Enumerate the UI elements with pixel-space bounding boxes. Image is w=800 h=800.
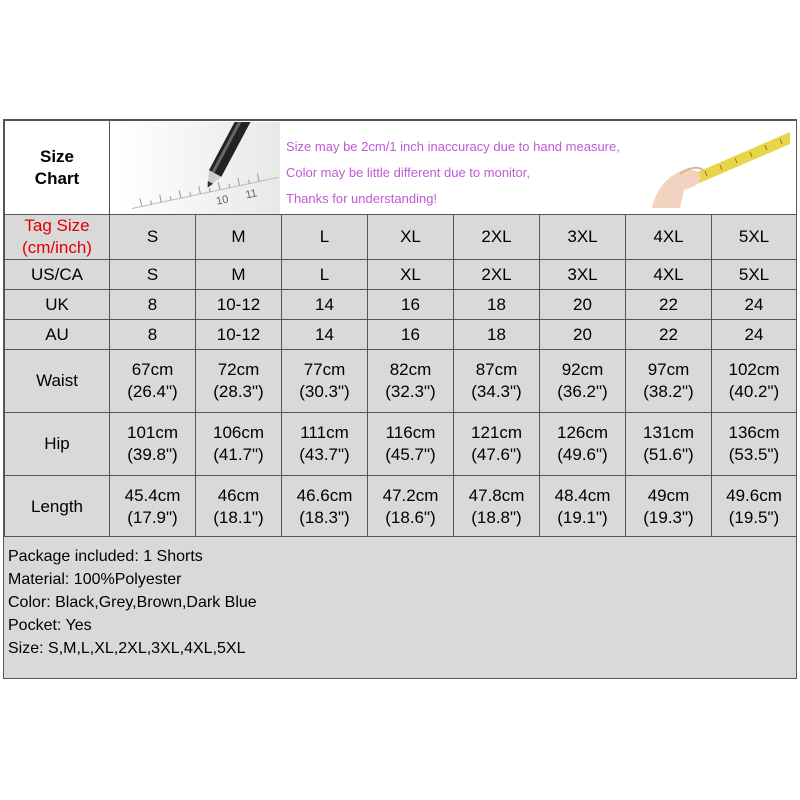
hip-cm: 106cm: [212, 423, 265, 442]
waist-cell: [196, 350, 282, 413]
info-package: Package included: 1 Shorts: [8, 548, 203, 565]
usca-cell: 3XL: [540, 260, 626, 290]
hip-inch: (45.7"): [385, 445, 436, 464]
waist-cell: [712, 350, 797, 413]
chart-title-line1: Size: [39, 146, 75, 166]
waist-inch: (32.3"): [385, 382, 436, 401]
usca-row: [5, 260, 797, 290]
ruler-mark-11: 11: [244, 186, 259, 201]
hip-inch: (39.8"): [127, 445, 178, 464]
hip-inch: (41.7"): [213, 445, 264, 464]
note-line-3: Thanks for understanding!: [286, 190, 438, 206]
banner: [110, 121, 797, 215]
hip-inch: (51.6"): [643, 445, 694, 464]
length-inch: (17.9"): [127, 507, 178, 527]
tag-size-cell: S: [110, 215, 196, 260]
info-pocket: Pocket: Yes: [8, 617, 92, 634]
tag-size-cell: XL: [368, 215, 454, 260]
tag-size-cell: 2XL: [454, 215, 540, 260]
length-cm: 49.6cm: [726, 485, 782, 505]
product-info: [4, 536, 796, 678]
waist-cm: 92cm: [561, 360, 604, 379]
hip-cell: [368, 413, 454, 476]
usca-cell: 2XL: [454, 260, 540, 290]
au-cell: 18: [454, 320, 540, 350]
hip-inch: (43.7"): [299, 445, 350, 464]
waist-row: [5, 350, 797, 413]
length-inch: (19.1"): [557, 507, 608, 527]
waist-cm: 87cm: [475, 360, 518, 379]
length-inch: (18.6"): [385, 507, 436, 527]
length-cell: [196, 476, 282, 538]
hip-cm: 101cm: [126, 423, 179, 442]
waist-inch: (34.3"): [471, 382, 522, 401]
uk-cell: 14: [282, 290, 368, 320]
au-cell: 16: [368, 320, 454, 350]
waist-cm: 102cm: [728, 360, 780, 379]
length-row: [5, 476, 797, 538]
hip-inch: (49.6"): [557, 445, 608, 464]
tag-size-row: [5, 215, 797, 260]
uk-cell: 24: [712, 290, 797, 320]
waist-cell: [282, 350, 368, 413]
hip-cell: [540, 413, 626, 476]
length-inch: (18.1"): [213, 507, 264, 527]
waist-cm: 72cm: [217, 360, 260, 379]
length-cell: [712, 476, 797, 538]
usca-cell: S: [110, 260, 196, 290]
info-color: Color: Black,Grey,Brown,Dark Blue: [8, 594, 257, 611]
length-cm: 48.4cm: [554, 485, 611, 505]
usca-cell: L: [282, 260, 368, 290]
uk-cell: 16: [368, 290, 454, 320]
tag-size-cell: L: [282, 215, 368, 260]
hip-cm: 111cm: [300, 423, 349, 442]
hip-cm: 131cm: [642, 423, 695, 442]
hip-cm: 116cm: [385, 423, 436, 442]
waist-cell: [110, 350, 196, 413]
waist-cell: [454, 350, 540, 413]
au-cell: 22: [626, 320, 712, 350]
tag-size-label: [5, 215, 110, 260]
length-cell: [282, 476, 368, 538]
uk-cell: 22: [626, 290, 712, 320]
hip-cell: [712, 413, 797, 476]
uk-cell: 20: [540, 290, 626, 320]
waist-cell: [368, 350, 454, 413]
usca-cell: M: [196, 260, 282, 290]
length-cell: [368, 476, 454, 538]
au-row: [5, 320, 797, 350]
waist-inch: (40.2"): [728, 382, 780, 401]
hip-cell: [110, 413, 196, 476]
hip-row: [5, 413, 797, 476]
length-inch: (18.8"): [471, 507, 522, 527]
usca-cell: 5XL: [712, 260, 797, 290]
hip-inch: (47.6"): [471, 445, 522, 464]
length-cell: [454, 476, 540, 538]
waist-label: Waist: [5, 350, 110, 413]
au-cell: 14: [282, 320, 368, 350]
uk-cell: 10-12: [196, 290, 282, 320]
length-inch: (18.3"): [299, 507, 350, 527]
chart-title: [5, 121, 110, 215]
uk-cell: 18: [454, 290, 540, 320]
length-cm: 47.2cm: [382, 485, 439, 505]
length-cell: [110, 476, 196, 538]
length-inch: (19.5"): [728, 507, 780, 527]
note-line-1: Size may be 2cm/1 inch inaccuracy due to hand measure,: [286, 138, 620, 154]
hip-cell: [626, 413, 712, 476]
hip-cell: [454, 413, 540, 476]
length-cm: 49cm: [647, 485, 690, 505]
ruler-mark-10: 10: [215, 192, 230, 208]
pen-ruler-icon: [120, 122, 280, 214]
au-cell: 20: [540, 320, 626, 350]
size-chart: [3, 119, 797, 679]
hip-cm: 126cm: [556, 423, 609, 442]
waist-inch: (38.2"): [643, 382, 694, 401]
usca-cell: XL: [368, 260, 454, 290]
hip-label: Hip: [5, 413, 110, 476]
waist-inch: (28.3"): [213, 382, 264, 401]
hand-tape-icon: [650, 122, 790, 214]
length-cell: [626, 476, 712, 538]
usca-cell: 4XL: [626, 260, 712, 290]
chart-title-line2: Chart: [34, 168, 80, 188]
measurement-notes: [286, 134, 620, 212]
au-cell: 8: [110, 320, 196, 350]
waist-cm: 77cm: [303, 360, 346, 379]
info-material: Material: 100%Polyester: [8, 571, 182, 588]
waist-inch: (36.2"): [557, 382, 608, 401]
size-table: [4, 120, 797, 538]
length-inch: (19.3"): [643, 507, 694, 527]
usca-label: US/CA: [5, 260, 110, 290]
waist-cell: [540, 350, 626, 413]
waist-inch: (30.3"): [299, 382, 350, 401]
length-cm: 47.8cm: [468, 485, 525, 505]
tag-size-label-line2: (cm/inch): [22, 238, 92, 257]
au-label: AU: [5, 320, 110, 350]
hip-cell: [196, 413, 282, 476]
uk-row: [5, 290, 797, 320]
length-cm: 46cm: [217, 485, 260, 505]
tag-size-label-line1: Tag Size: [24, 216, 90, 235]
info-size: Size: S,M,L,XL,2XL,3XL,4XL,5XL: [8, 640, 246, 657]
uk-label: UK: [5, 290, 110, 320]
tag-size-cell: 5XL: [712, 215, 797, 260]
waist-cell: [626, 350, 712, 413]
hip-inch: (53.5"): [728, 445, 780, 464]
hip-cm: 136cm: [728, 423, 780, 442]
waist-cm: 82cm: [389, 360, 432, 379]
header-row: [5, 121, 797, 215]
note-line-2: Color may be little different due to monitor,: [286, 164, 530, 180]
waist-cm: 67cm: [131, 360, 174, 379]
waist-cm: 97cm: [647, 360, 690, 379]
hip-cell: [282, 413, 368, 476]
tag-size-cell: 4XL: [626, 215, 712, 260]
length-label: Length: [5, 476, 110, 538]
length-cm: 45.4cm: [124, 485, 181, 505]
tag-size-cell: 3XL: [540, 215, 626, 260]
length-cm: 46.6cm: [296, 485, 353, 505]
hip-cm: 121cm: [470, 423, 523, 442]
uk-cell: 8: [110, 290, 196, 320]
tag-size-cell: M: [196, 215, 282, 260]
waist-inch: (26.4"): [127, 382, 178, 401]
au-cell: 10-12: [196, 320, 282, 350]
length-cell: [540, 476, 626, 538]
au-cell: 24: [712, 320, 797, 350]
